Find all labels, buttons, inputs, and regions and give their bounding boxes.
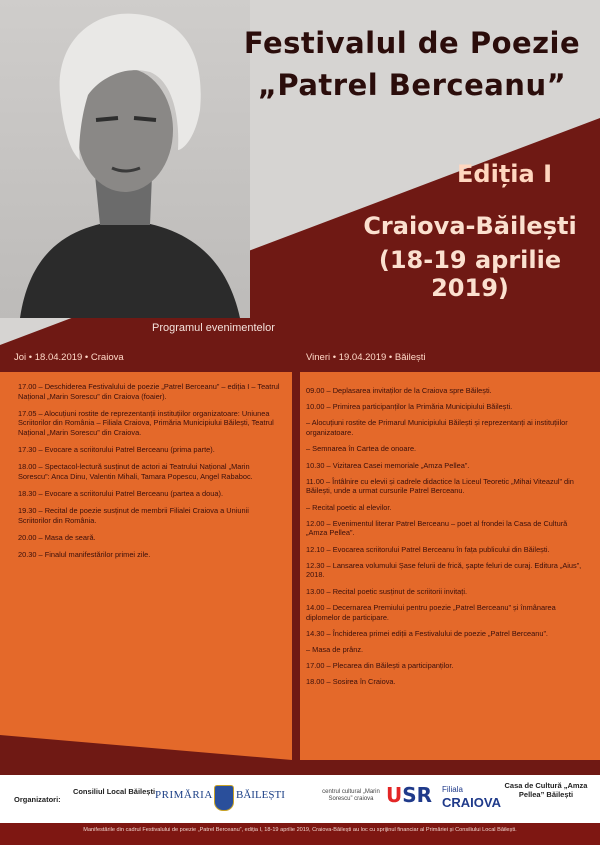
schedule-item: 17.00 – Plecarea din Băilești a participanților. bbox=[306, 661, 454, 671]
schedule-item: 19.30 – Recital de poezie susținut de membrii Filialei Craiova a Uniunii Scriitorilor din România. bbox=[18, 506, 249, 525]
schedule-item: 18.30 – Evocare a scriitorului Patrel Berceanu (partea a doua). bbox=[18, 489, 223, 498]
bailesti-logo-text: BĂILEȘTI bbox=[236, 789, 285, 801]
sponsors-footer bbox=[0, 775, 600, 823]
location-label: Craiova-Băilești bbox=[363, 212, 577, 240]
bottom-banner bbox=[0, 823, 600, 845]
schedule-item: 17.30 – Evocare a scriitorului Patrel Berceanu (prima parte). bbox=[18, 445, 215, 455]
festival-title-line1: Festivalul de Poezie bbox=[243, 26, 581, 60]
funding-note: Manifestările din cadrul Festivalului de poezie „Patrel Berceanu”, ediția I, 18-19 aprilie 2019, Craiova-Băilești au loc cu sprijinul financiar al Primăriei și Consiliului Local Băilești. bbox=[83, 827, 517, 833]
schedule-item: 17.00 – Deschiderea Festivalului de poezie „Patrel Berceanu” – ediția I – Teatrul Național „Marin Sorescu” din Craiova (foaier). bbox=[18, 382, 280, 401]
schedule-item: 12.10 – Evocarea scriitorului Patrel Berceanu în fața publicului din Băilești. bbox=[306, 544, 550, 554]
schedule-item: – Alocuțiuni rostite de Primarul Municipiului Băilești și reprezentanți ai instituțiilor organizatoare. bbox=[306, 418, 568, 438]
day2-heading: Vineri • 19.04.2019 • Băilești bbox=[306, 352, 426, 363]
schedule-item: – Masa de prânz. bbox=[306, 644, 364, 654]
day2-schedule bbox=[306, 386, 586, 694]
schedule-item: 12.30 – Lansarea volumului Șase felurii de frică, șapte feluri de curaj. Editura „Aius”, 2018. bbox=[306, 560, 582, 580]
cultural-center-logo-text: centrul cultural „Marin Sorescu” craiova bbox=[322, 789, 380, 803]
schedule-item: 17.05 – Alocuțiuni rostite de reprezentanții instituțiilor organizatoare: Uniunea Scriitorilor din România – Filiala Craiova, Primăria Municipiului Băilești, Teatrul Național „Marin Sorescu” din Craiova. bbox=[18, 408, 274, 437]
filiala-label: Filiala bbox=[442, 785, 463, 794]
coat-of-arms-icon bbox=[214, 785, 234, 811]
poet-portrait bbox=[0, 0, 250, 318]
schedule-item: 18.00 – Spectacol-lectură susținut de actori ai Teatrului Național „Marin Sorescu”: Anca Dinu, Valentin Mihali, Tamara Popescu, Angel Rababoc. bbox=[18, 462, 253, 481]
schedule-item: 12.00 – Evenimentul literar Patrel Berceanu – poet al frondei la Casa de Cultură „Amza Pellea”. bbox=[306, 518, 568, 538]
craiova-label: CRAIOVA bbox=[442, 795, 501, 810]
day1-schedule bbox=[18, 382, 280, 567]
day1-heading: Joi • 18.04.2019 • Craiova bbox=[14, 352, 124, 363]
schedule-item: 20.30 – Finalul manifestărilor primei zile. bbox=[18, 550, 151, 559]
usr-logo-sr: SR bbox=[402, 783, 433, 807]
festival-title-line2: „Patrel Berceanu” bbox=[257, 68, 567, 102]
schedule-item: – Recital poetic al elevilor. bbox=[306, 502, 392, 512]
dates-label: (18-19 aprilie 2019) bbox=[378, 246, 562, 302]
schedule-item: 10.00 – Primirea participanților la Primăria Municipiului Băilești. bbox=[306, 402, 513, 412]
schedule-item: 09.00 – Deplasarea invitaților de la Craiova spre Băilești. bbox=[306, 386, 492, 395]
primaria-logo-text: PRIMĂRIA bbox=[155, 789, 213, 801]
schedule-item: 20.00 – Masa de seară. bbox=[18, 532, 96, 542]
usr-logo bbox=[386, 783, 432, 807]
usr-logo-u: U bbox=[386, 783, 403, 807]
program-title: Programul evenimentelor bbox=[152, 322, 275, 334]
schedule-item: 13.00 – Recital poetic susținut de scriitorii invitați. bbox=[306, 586, 468, 596]
schedule-item: 11.00 – Întâlnire cu elevii și cadrele didactice la Liceul Teoretic „Mihai Viteazul” din Băilești, unde a urmat cursurile Patrel Berceanu. bbox=[306, 476, 574, 496]
schedule-item: 18.00 – Sosirea în Craiova. bbox=[306, 677, 396, 687]
edition-label: Ediția I bbox=[457, 160, 552, 188]
schedule-item: 14.00 – Decernarea Premiului pentru poezie „Patrel Berceanu” și înmânarea diplomelor de participare. bbox=[306, 602, 556, 622]
organizers-label: Organizatori: bbox=[14, 795, 61, 804]
council-logo-text: Consiliul Local Băilești bbox=[72, 787, 156, 796]
casa-de-cultura-logo-text: Casa de Cultură „Amza Pellea” Băilești bbox=[504, 781, 588, 799]
schedule-item: 10.30 – Vizitarea Casei memoriale „Amza Pellea”. bbox=[306, 460, 470, 470]
schedule-item: – Semnarea în Cartea de onoare. bbox=[306, 444, 417, 454]
schedule-item: 14.30 – Închiderea primei ediții a Festivalului de poezie „Patrel Berceanu”. bbox=[306, 628, 548, 638]
